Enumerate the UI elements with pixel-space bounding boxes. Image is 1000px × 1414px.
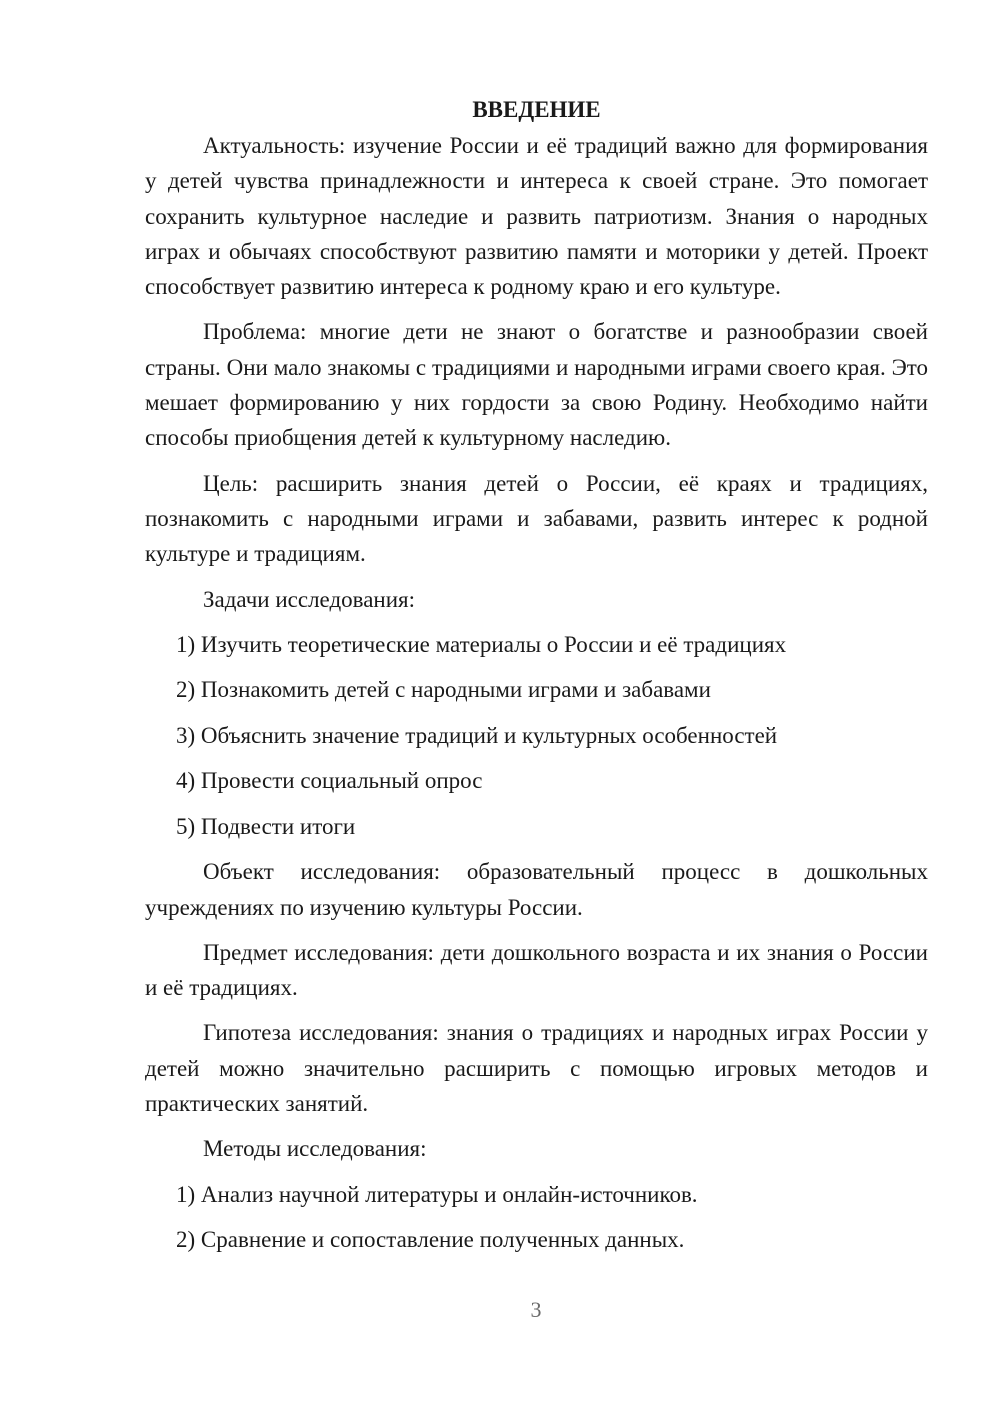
list-item: 5) Подвести итоги (176, 813, 356, 839)
tasks-title: Задачи исследования: (203, 586, 416, 612)
paragraph-subject: Предмет исследования: дети дошкольного возраста и их знания о России и её традициях. (145, 939, 928, 1001)
page-number: 3 (530, 1297, 542, 1322)
list-item: 1) Изучить теоретические материалы о России и её традициях (176, 631, 787, 657)
document-page (145, 92, 928, 1268)
list-item: 2) Познакомить детей с народными играми и забавами (176, 677, 711, 703)
methods-list (145, 1177, 928, 1258)
paragraph-problem: Проблема: многие дети не знают о богатстве и разнообразии своей страны. Они мало знакомы с традициями и народными играми своего края. Это мешает формированию у них гордости за свою Родину. Необходимо найти способы приобщения детей к культурному наследию. (145, 319, 928, 451)
paragraph-hypothesis: Гипотеза исследования: знания о традициях и народных играх России у детей можно значительно расширить с помощью игровых методов и практических занятий. (145, 1020, 928, 1117)
tasks-list (145, 627, 928, 844)
list-item: 3) Объяснить значение традиций и культурных особенностей (176, 722, 778, 748)
list-item: 1) Анализ научной литературы и онлайн-источников. (176, 1181, 698, 1207)
list-item: 2) Сравнение и сопоставление полученных данных. (176, 1227, 685, 1253)
list-item: 4) Провести социальный опрос (176, 768, 483, 794)
paragraph-relevance: Актуальность: изучение России и её традиций важно для формирования у детей чувства принадлежности и интереса к своей стране. Это помогает сохранить культурное наследие и развить патриотизм. Знания о народных играх и обычаях способствуют развитию памяти и моторики у детей. Проект способствует развитию интереса к родному краю и его культуре. (145, 133, 928, 300)
methods-title: Методы исследования: (203, 1136, 427, 1162)
section-heading: ВВЕДЕНИЕ (472, 97, 601, 122)
paragraph-goal: Цель: расширить знания детей о России, её краях и традициях, познакомить с народными играми и забавами, развить интерес к родной культуре и традициям. (145, 470, 928, 567)
paragraph-object: Объект исследования: образовательный процесс в дошкольных учреждениях по изучению культуры России. (145, 859, 928, 920)
